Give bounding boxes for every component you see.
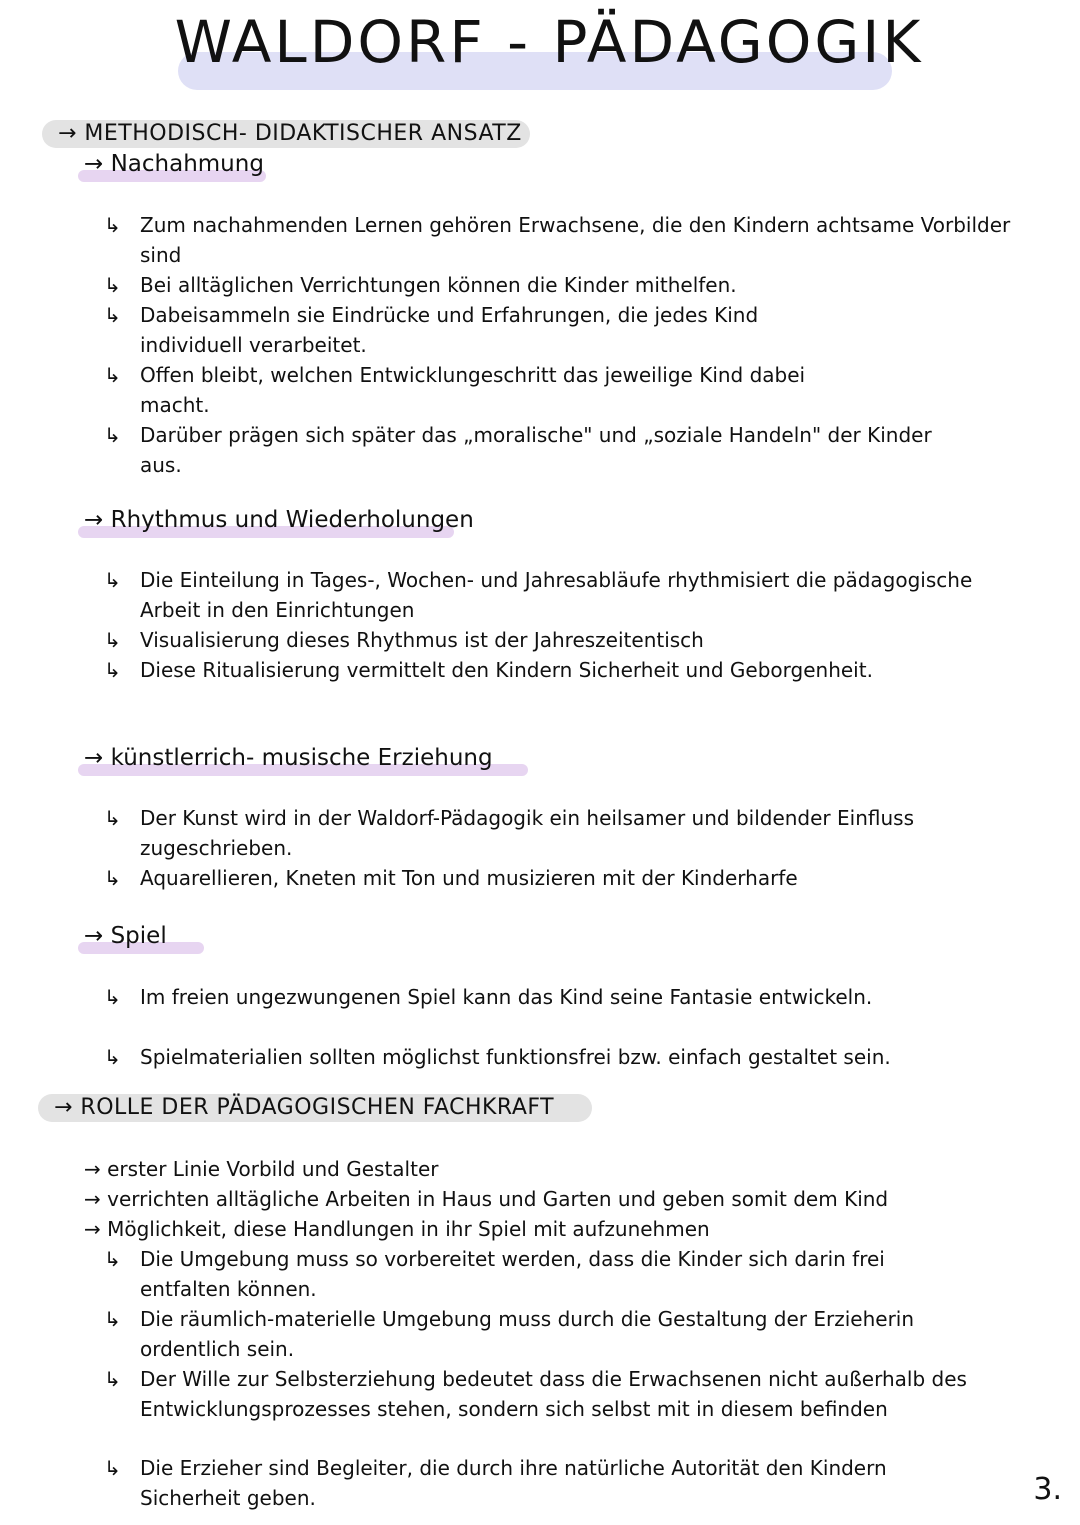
- bullet-item: [104, 1042, 1024, 1072]
- subheading-rhythmus: [84, 506, 474, 534]
- bullet-arrow-icon: ↳: [104, 628, 121, 652]
- bullet-text: Offen bleibt, welchen Entwicklungeschritt das jeweilige Kind dabei macht.: [140, 363, 806, 417]
- bullet-item: [104, 1453, 984, 1513]
- bullet-arrow-icon: ↳: [104, 1367, 121, 1391]
- bullet-item: [104, 1364, 994, 1424]
- bullet-arrow-icon: ↳: [104, 273, 121, 297]
- bullet-item: [104, 655, 904, 685]
- bullet-text: Spielmaterialien sollten möglichst funktionsfrei bzw. einfach gestaltet sein.: [140, 1045, 891, 1069]
- bullet-item: [104, 803, 1024, 863]
- bullet-text: Zum nachahmenden Lernen gehören Erwachsene, die den Kindern achtsame Vorbilder sind: [140, 213, 1011, 267]
- bullet-item: [104, 300, 784, 360]
- bullet-item: [104, 565, 1024, 625]
- bullet-item: [104, 982, 904, 1012]
- bullet-item: [104, 210, 1024, 270]
- bullet-arrow-icon: ↳: [104, 423, 121, 447]
- subheading-text: → Spiel: [84, 923, 167, 949]
- bullet-arrow-icon: ↳: [104, 1247, 121, 1271]
- bullet-arrow-icon: ↳: [104, 213, 121, 237]
- bullet-arrow-icon: ↳: [104, 806, 121, 830]
- subheading-text: → Rhythmus und Wiederholungen: [84, 507, 474, 533]
- bullet-text: Bei alltäglichen Verrichtungen können die Kinder mithelfen.: [140, 273, 737, 297]
- subheading-spiel: [84, 922, 167, 950]
- bullet-item: [104, 863, 1024, 893]
- bullet-item: [104, 1304, 964, 1364]
- bullet-arrow-icon: ↳: [104, 866, 121, 890]
- bullet-text: Visualisierung dieses Rhythmus ist der Jahreszeitentisch: [140, 628, 704, 652]
- bullet-text: Aquarellieren, Kneten mit Ton und musizieren mit der Kinderharfe: [140, 866, 798, 890]
- section-heading-rolle: → ROLLE DER PÄDAGOGISCHEN FACHKRAFT: [38, 1094, 592, 1122]
- bullet-arrow-icon: ↳: [104, 1307, 121, 1331]
- bullet-text: Darüber prägen sich später das „moralische" und „soziale Handeln" der Kinder aus.: [140, 423, 932, 477]
- bullet-text: Die räumlich-materielle Umgebung muss durch die Gestaltung der Erzieherin ordentlich sein.: [140, 1307, 915, 1361]
- rolle-line: → erster Linie Vorbild und Gestalter: [84, 1157, 439, 1181]
- bullet-arrow-icon: ↳: [104, 1045, 121, 1069]
- bullet-arrow-icon: ↳: [104, 363, 121, 387]
- bullet-arrow-icon: ↳: [104, 1456, 121, 1480]
- bullet-text: Die Erzieher sind Begleiter, die durch ihre natürliche Autorität den Kindern Sicherheit geben.: [140, 1456, 887, 1510]
- page-number: 3.: [1033, 1472, 1062, 1507]
- rolle-line: → Möglichkeit, diese Handlungen in ihr Spiel mit aufzunehmen: [84, 1217, 710, 1241]
- bullet-arrow-icon: ↳: [104, 303, 121, 327]
- section-heading-methodisch: → METHODISCH- DIDAKTISCHER ANSATZ: [42, 120, 530, 148]
- bullet-text: Im freien ungezwungenen Spiel kann das Kind seine Fantasie entwickeln.: [140, 985, 873, 1009]
- rolle-line: → verrichten alltägliche Arbeiten in Haus und Garten und geben somit dem Kind: [84, 1187, 889, 1211]
- subheading-kuenstlerisch: [84, 744, 493, 772]
- bullet-arrow-icon: ↳: [104, 985, 121, 1009]
- bullet-item: [104, 1244, 924, 1304]
- bullet-item: [104, 420, 954, 480]
- bullet-text: Die Umgebung muss so vorbereitet werden, dass die Kinder sich darin frei entfalten können.: [140, 1247, 885, 1301]
- bullet-text: Dabeisammeln sie Eindrücke und Erfahrungen, die jedes Kind individuell verarbeitet.: [140, 303, 759, 357]
- bullet-text: Der Wille zur Selbsterziehung bedeutet dass die Erwachsenen nicht außerhalb des Entwicklungsprozesses stehen, sondern sich selbst mit in diesem befinden: [140, 1367, 967, 1421]
- bullet-arrow-icon: ↳: [104, 658, 121, 682]
- bullet-item: [104, 270, 1024, 300]
- subheading-nachahmung: [84, 150, 264, 178]
- subheading-text: → künstlerrich- musische Erziehung: [84, 745, 493, 771]
- bullet-text: Der Kunst wird in der Waldorf-Pädagogik ein heilsamer und bildender Einfluss zugeschrieben.: [140, 806, 914, 860]
- bullet-arrow-icon: ↳: [104, 568, 121, 592]
- bullet-item: [104, 360, 824, 420]
- bullet-text: Diese Ritualisierung vermittelt den Kindern Sicherheit und Geborgenheit.: [140, 658, 873, 682]
- bullet-item: [104, 625, 1024, 655]
- bullet-text: Die Einteilung in Tages-, Wochen- und Jahresabläufe rhythmisiert die pädagogische Arbeit in den Einrichtungen: [140, 568, 973, 622]
- subheading-text: → Nachahmung: [84, 151, 264, 177]
- page-title: WALDORF - PÄDAGOGIK: [174, 8, 924, 76]
